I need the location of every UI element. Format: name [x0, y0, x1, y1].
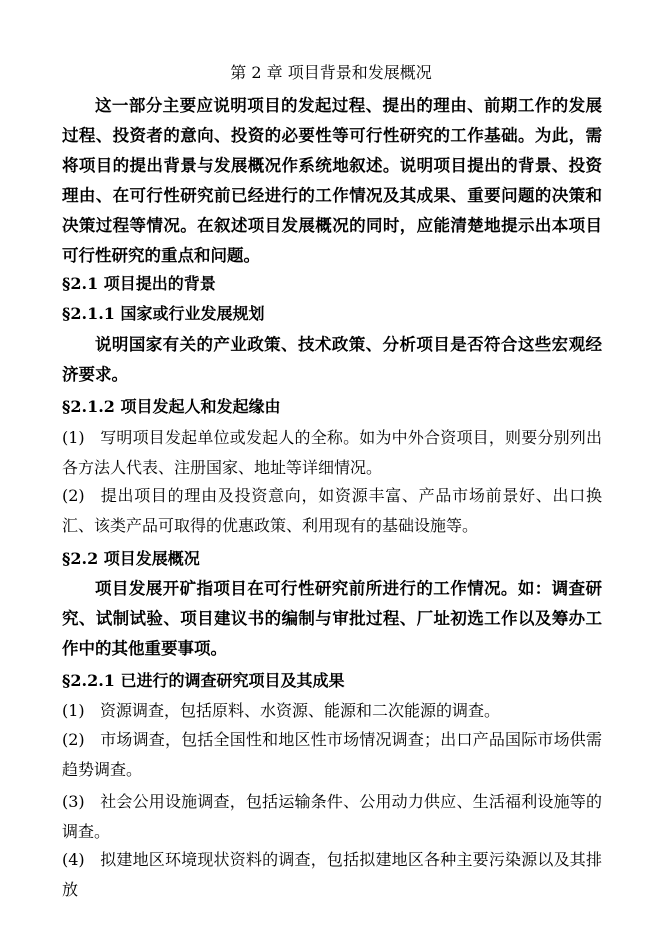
list-item — [62, 481, 602, 541]
section-2-2-1-heading: §2.2.1 已进行的调查研究项目及其成果 — [62, 671, 345, 690]
list-item-text: 提出项目的理由及投资意向，如资源丰富、产品市场前景好、出口换汇、该类产品可取得的优惠政策、利用现有的基础设施等。 — [62, 486, 602, 535]
list-item-number: (1) — [62, 428, 85, 447]
list-item-text: 社会公用设施调查，包括运输条件、公用动力供应、生活福利设施等的调查。 — [62, 792, 602, 841]
section-2-2-paragraph: 项目发展开矿指项目在可行性研究前所进行的工作情况。如：调查研究、试制试验、项目建议书的编制与审批过程、厂址初选工作以及筹办工作中的其他重要事项。 — [62, 579, 602, 658]
list-item-text: 拟建地区环境现状资料的调查，包括拟建地区各种主要污染源以及其排放 — [62, 850, 602, 899]
list-item-number: (2) — [62, 486, 85, 505]
list-item-number: (2) — [62, 730, 85, 749]
list-item-number: (3) — [62, 792, 85, 811]
list-item — [62, 725, 602, 785]
list-item-number: (4) — [62, 850, 85, 869]
list-item-text: 市场调查，包括全国性和地区性市场情况调查；出口产品国际市场供需趋势调查。 — [62, 730, 602, 779]
list-item-number: (1) — [62, 701, 85, 720]
list-item-text: 写明项目发起单位或发起人的全称。如为中外合资项目，则要分别列出各方法人代表、注册国家、地址等详细情况。 — [62, 428, 602, 477]
list-item — [62, 845, 602, 905]
list-item-text: 资源调查，包括原料、水资源、能源和二次能源的调查。 — [100, 701, 501, 720]
section-2-1-1-heading: §2.1.1 国家或行业发展规划 — [62, 304, 265, 323]
list-item — [62, 696, 602, 726]
chapter-title: 第 2 章 项目背景和发展概况 — [230, 63, 432, 82]
chapter-intro-paragraph: 这一部分主要应说明项目的发起过程、提出的理由、前期工作的发展过程、投资者的意向、投资的必要性等可行性研究的工作基础。为此，需将项目的提出背景与发展概况作系统地叙述。说明项目提出的背景、投资理由、在可行性研究前已经进行的工作情况及其成果、重要问题的决策和决策过程等情况。在叙述项目发展概况的同时，应能清楚地提示出本项目可行性研究的重点和问题。 — [62, 96, 602, 265]
section-2-1-heading: §2.1 项目提出的背景 — [62, 274, 216, 293]
section-2-1-2-heading: §2.1.2 项目发起人和发起缘由 — [62, 397, 281, 416]
section-2-2-heading: §2.2 项目发展概况 — [62, 549, 200, 568]
list-item — [62, 787, 602, 847]
section-2-1-1-paragraph: 说明国家有关的产业政策、技术政策、分析项目是否符合这些宏观经济要求。 — [62, 335, 602, 384]
list-item — [62, 423, 602, 483]
